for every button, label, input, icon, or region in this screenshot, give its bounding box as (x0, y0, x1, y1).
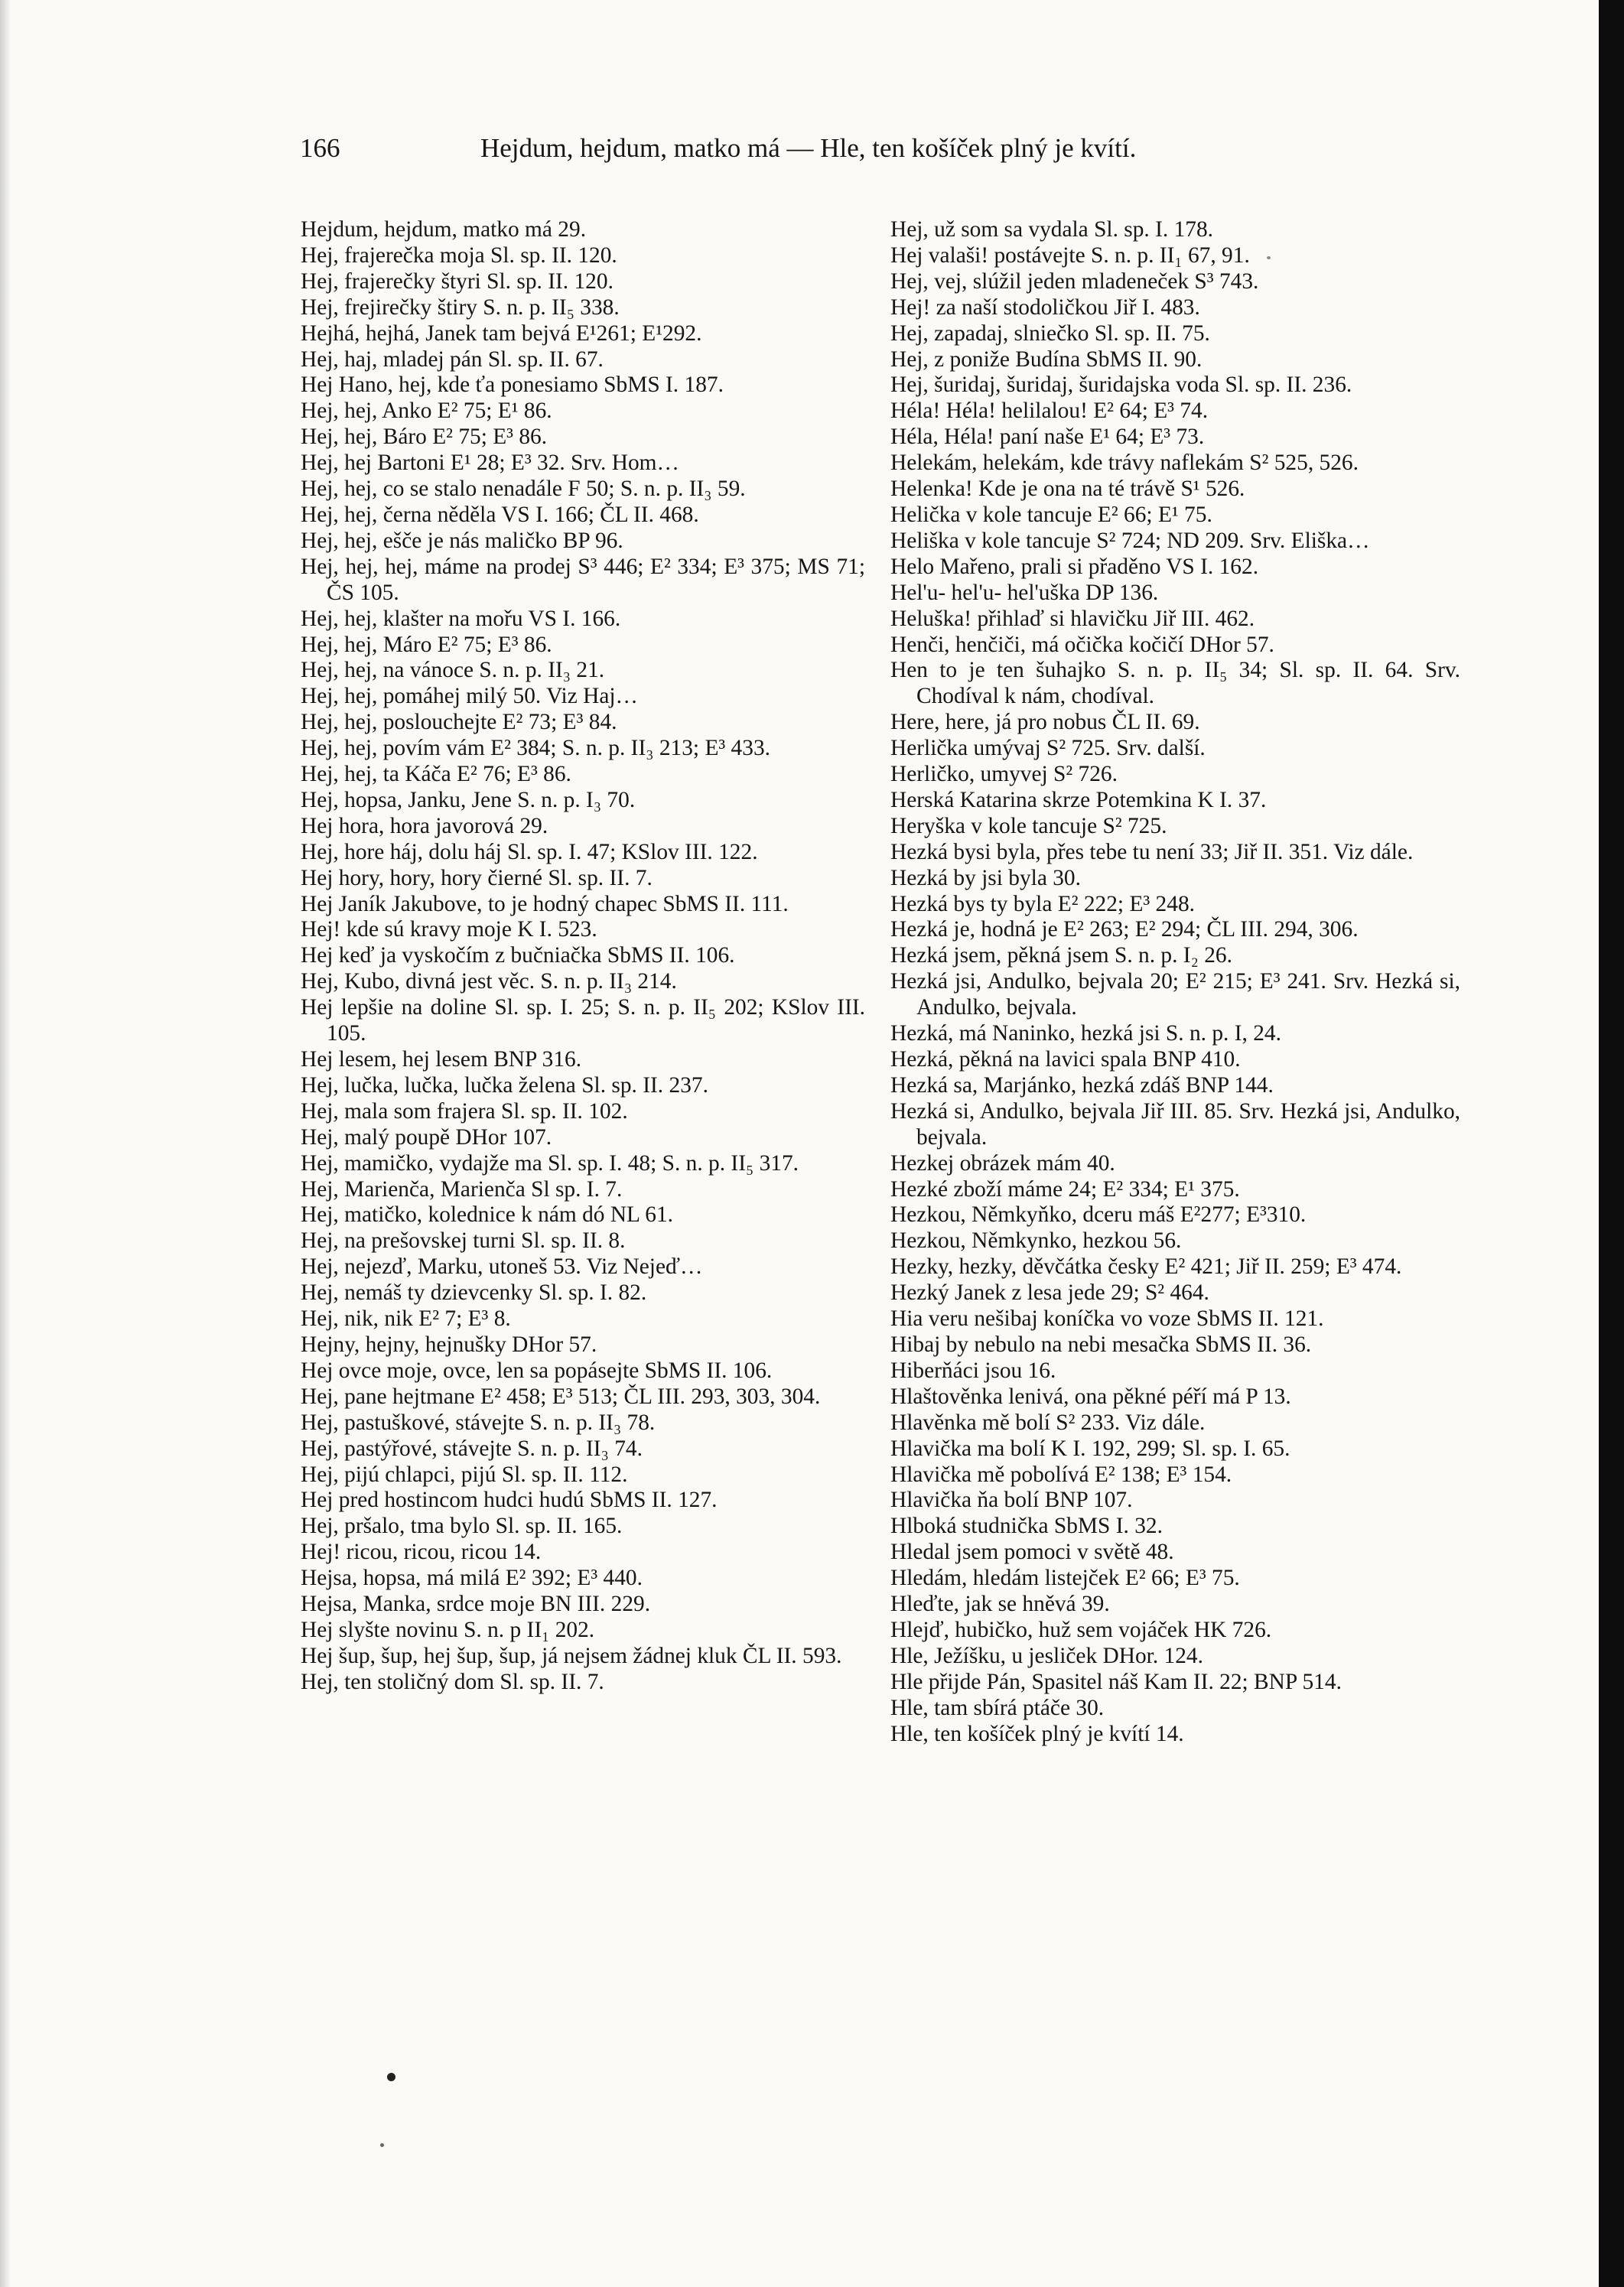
index-entry: Hej, haj, mladej pán Sl. sp. II. 67. (301, 346, 604, 372)
index-entry: Hle, tam sbírá ptáče 30. (890, 1695, 1105, 1720)
index-entry: Herská Katarina skrze Potemkina K I. 37. (890, 787, 1267, 812)
index-entry: Hledám, hledám listejček E² 66; E³ 75. (890, 1566, 1240, 1591)
index-entry: Hel'u- hel'u- hel'uška DP 136. (890, 580, 1159, 605)
index-entry: Hej, hej, pomáhej milý 50. Viz Haj… (301, 684, 638, 709)
index-entry: Hejny, hejny, hejnušky DHor 57. (301, 1332, 597, 1357)
binding-edge (0, 0, 11, 2287)
index-entry: Hej, lučka, lučka, lučka želena Sl. sp. II. 237. (301, 1072, 708, 1098)
index-entry: Hej slyšte novinu S. n. p II₁ 202. (301, 1617, 595, 1642)
ink-speck (387, 2073, 395, 2081)
index-entry: Hej, pastýřové, stávejte S. n. p. II₃ 74. (301, 1436, 643, 1461)
index-entry: Hej, nejezď, Marku, utoneš 53. Viz Nejeď… (301, 1254, 703, 1280)
index-entry: Hej, Kubo, divná jest věc. S. n. p. II₃ 214. (301, 969, 677, 994)
index-entry: Hej, pane hejtmane E² 458; E³ 513; ČL III. 293, 303, 304. (301, 1384, 821, 1409)
index-entry: Hejhá, hejhá, Janek tam bejvá E¹261; E¹292. (301, 320, 702, 346)
index-entry: Hej, hej, klašter na mořu VS I. 166. (301, 606, 621, 631)
index-entry: Hej, nemáš ty dzievcenky Sl. sp. I. 82. (301, 1280, 647, 1306)
index-entry: Hej Janík Jakubove, to je hodný chapec SbMS II. 111. (301, 891, 789, 916)
left-column (301, 217, 865, 1696)
index-entry: Hej, hej, Báro E² 75; E³ 86. (301, 425, 548, 450)
right-column (890, 217, 1460, 1747)
index-entry: Hej šup, šup, hej šup, šup, já nejsem žádnej kluk ČL II. 593. (301, 1643, 842, 1668)
index-entry: Heryška v kole tancuje S² 725. (890, 813, 1167, 838)
index-entry: Hibaj by nebulo na nebi mesačka SbMS II. 36. (890, 1332, 1312, 1357)
index-entry: Hej, hej, na vánoce S. n. p. II₃ 21. (301, 658, 605, 683)
index-entry: Hej, hej, černa něděla VS I. 166; ČL II. 468. (301, 502, 699, 527)
index-entry: Hezky, hezky, děvčátka česky E² 421; Jiř II. 259; E³ 474. (890, 1254, 1402, 1280)
index-entry: Hej, hej, ešče je nás maličko BP 96. (301, 528, 623, 553)
index-entry: Hej hora, hora javorová 29. (301, 813, 548, 838)
index-entry: Hezká, pěkná na lavici spala BNP 410. (890, 1047, 1241, 1072)
index-entry: Hezká, má Naninko, hezká jsi S. n. p. I, 24. (890, 1021, 1281, 1046)
index-entry: Hej lepšie na doline Sl. sp. I. 25; S. n. p. II₅ 202; KSlov III. 105. (301, 995, 865, 1046)
index-entry: Hej, pijú chlapci, pijú Sl. sp. II. 112. (301, 1462, 628, 1487)
index-entry: Herlička umývaj S² 725. Srv. další. (890, 736, 1206, 761)
index-entry: Hle, ten košíček plný je kvítí 14. (890, 1721, 1184, 1746)
index-entry: Henči, henčiči, má očička kočičí DHor 57. (890, 632, 1274, 657)
index-entry: Hej, matičko, kolednice k nám dó NL 61. (301, 1202, 673, 1228)
ink-speck (380, 2143, 384, 2147)
running-title: Hejdum, hejdum, matko má — Hle, ten košíček plný je kvítí. (480, 133, 1137, 163)
index-entry: Hej, ten stoličný dom Sl. sp. II. 7. (301, 1669, 604, 1694)
index-entry: Hlavička ma bolí K I. 192, 299; Sl. sp. I. 65. (890, 1436, 1290, 1461)
index-entry: Heliška v kole tancuje S² 724; ND 209. Srv. Eliška… (890, 528, 1370, 553)
index-entry: Hej, hej, poslouchejte E² 73; E³ 84. (301, 710, 617, 735)
index-entry: Hej, hej, Anko E² 75; E¹ 86. (301, 399, 552, 424)
index-entry: Hej, na prešovskej turni Sl. sp. II. 8. (301, 1228, 626, 1254)
index-entry: Hezká sa, Marjánko, hezká zdáš BNP 144. (890, 1072, 1274, 1098)
index-entry: Hezká je, hodná je E² 263; E² 294; ČL III. 294, 306. (890, 917, 1359, 942)
index-entry: Hej, frajerečka moja Sl. sp. II. 120. (301, 242, 617, 268)
index-entry: Hej, Marienča, Marienča Sl sp. I. 7. (301, 1176, 623, 1202)
index-entry: Hezká bysi byla, přes tebe tu není 33; Jiř II. 351. Viz dále. (890, 839, 1414, 864)
index-entry: Hej hory, hory, hory čierné Sl. sp. II. 7. (301, 865, 653, 890)
index-entry: Hej, zapadaj, slniečko Sl. sp. II. 75. (890, 320, 1210, 346)
running-head (300, 132, 1310, 165)
index-entry: Hej, z poniže Budína SbMS II. 90. (890, 346, 1203, 372)
index-entry: Hezkou, Němkynko, hezkou 56. (890, 1228, 1182, 1254)
index-entry: Hej, hore háj, dolu háj Sl. sp. I. 47; KSlov III. 122. (301, 839, 758, 864)
index-entry: Hej, vej, slúžil jeden mladeneček S³ 743. (890, 268, 1259, 294)
index-entry: Hezká jsem, pěkná jsem S. n. p. I₂ 26. (890, 943, 1232, 968)
index-entry: Hej keď ja vyskočím z bučniačka SbMS II. 106. (301, 943, 735, 968)
index-entry: Hlavička ňa bolí BNP 107. (890, 1488, 1133, 1513)
index-entry: Hej ovce moje, ovce, len sa popásejte SbMS II. 106. (301, 1358, 773, 1383)
index-entry: Hle přijde Pán, Spasitel náš Kam II. 22; BNP 514. (890, 1669, 1342, 1694)
index-entry: Hej Hano, hej, kde ťa ponesiamo SbMS I. 187. (301, 372, 724, 398)
index-entry: Hezký Janek z lesa jede 29; S² 464. (890, 1280, 1209, 1306)
index-entry: Hej, hej Bartoni E¹ 28; E³ 32. Srv. Hom… (301, 451, 679, 476)
index-entry: Hiberňáci jsou 16. (890, 1358, 1056, 1383)
index-entry: Héla! Héla! helilalou! E² 64; E³ 74. (890, 399, 1209, 424)
index-entry: Hezká jsi, Andulko, bejvala 20; E² 215; E³ 241. Srv. Hezká si, Andulko, bejvala. (890, 969, 1460, 1020)
index-entry: Hen to je ten šuhajko S. n. p. II₅ 34; Sl. sp. II. 64. Srv. Chodíval k nám, chodíval. (890, 658, 1460, 709)
index-entry: Hezké zboží máme 24; E² 334; E¹ 375. (890, 1176, 1240, 1202)
index-entry: Hejsa, Manka, srdce moje BN III. 229. (301, 1592, 651, 1617)
index-entry: Here, here, já pro nobus ČL II. 69. (890, 710, 1200, 735)
index-entry: Helo Mařeno, prali si přaděno VS I. 162. (890, 554, 1259, 579)
index-entry: Hej! za naší stodoličkou Jiř I. 483. (890, 294, 1200, 320)
index-entry: Hezká si, Andulko, bejvala Jiř III. 85. Srv. Hezká jsi, Andulko, bejvala. (890, 1098, 1460, 1150)
index-entry: Hle, Ježíšku, u jesliček DHor. 124. (890, 1643, 1203, 1668)
index-entry: Hej, hej, Máro E² 75; E³ 86. (301, 632, 552, 657)
index-entry: Hej! ricou, ricou, ricou 14. (301, 1540, 542, 1565)
index-entry: Hej, frajerečky štyri Sl. sp. II. 120. (301, 268, 613, 294)
index-entry: Hlaštověnka lenivá, ona pěkné péří má P 13. (890, 1384, 1291, 1409)
index-entry: Hej, hej, co se stalo nenadále F 50; S. n. p. II₃ 59. (301, 477, 746, 502)
index-entry: Hej, už som sa vydala Sl. sp. I. 178. (890, 217, 1214, 242)
index-entry: Hejdum, hejdum, matko má 29. (301, 217, 587, 242)
index-entry: Hezkej obrázek mám 40. (890, 1150, 1115, 1176)
index-entry: Hej, šuridaj, šuridaj, šuridajska voda Sl. sp. II. 236. (890, 372, 1352, 398)
index-entry: Hej, hopsa, Janku, Jene S. n. p. I₃ 70. (301, 787, 636, 812)
index-entry: Hej, mamičko, vydajže ma Sl. sp. I. 48; S. n. p. II₅ 317. (301, 1150, 799, 1176)
index-entry: Hej, hej, povím vám E² 384; S. n. p. II₃ 213; E³ 433. (301, 736, 770, 761)
index-entry: Hej valaši! postávejte S. n. p. II₁ 67, 91. (890, 242, 1250, 268)
index-entry: Hej, frejirečky štiry S. n. p. II₅ 338. (301, 294, 620, 320)
index-entry: Hlejď, hubičko, huž sem vojáček HK 726. (890, 1617, 1272, 1642)
index-entry: Hej, pastuškové, stávejte S. n. p. II₃ 78. (301, 1410, 656, 1435)
index-entry: Hezká by jsi byla 30. (890, 865, 1081, 890)
index-entry: Hezkou, Němkyňko, dceru máš E²277; E³310. (890, 1202, 1307, 1228)
index-entry: Hej, nik, nik E² 7; E³ 8. (301, 1306, 511, 1332)
index-entry: Hej lesem, hej lesem BNP 316. (301, 1047, 582, 1072)
index-entry: Helička v kole tancuje E² 66; E¹ 75. (890, 502, 1212, 527)
ink-speck (1267, 256, 1271, 259)
index-entry: Hlavička mě pobolívá E² 138; E³ 154. (890, 1462, 1232, 1487)
index-entry: Hej, hej, hej, máme na prodej S³ 446; E² 334; E³ 375; MS 71; ČS 105. (301, 554, 865, 605)
index-entry: Hej! kde sú kravy moje K I. 523. (301, 917, 597, 942)
index-entry: Hleďte, jak se hněvá 39. (890, 1592, 1110, 1617)
index-entry: Hia veru nešibaj koníčka vo voze SbMS II. 121. (890, 1306, 1324, 1332)
index-entry: Hej, mala som frajera Sl. sp. II. 102. (301, 1098, 628, 1124)
index-entry: Hejsa, hopsa, má milá E² 392; E³ 440. (301, 1566, 643, 1591)
index-entry: Heluška! přihlaď si hlavičku Jiř III. 462. (890, 606, 1255, 631)
index-entry: Herličko, umyvej S² 726. (890, 762, 1118, 787)
index-entry: Hej, pršalo, tma bylo Sl. sp. II. 165. (301, 1514, 623, 1539)
index-entry: Hej pred hostincom hudci hudú SbMS II. 127. (301, 1488, 718, 1513)
index-entry: Hledal jsem pomoci v světě 48. (890, 1540, 1174, 1565)
index-entry: Hej, malý poupě DHor 107. (301, 1124, 552, 1150)
index-entry: Héla, Héla! paní naše E¹ 64; E³ 73. (890, 425, 1205, 450)
index-entry: Helekám, helekám, kde trávy naflekám S² 525, 526. (890, 451, 1359, 476)
index-entry: Helenka! Kde je ona na té trávě S¹ 526. (890, 477, 1245, 502)
index-entry: Hlboká studnička SbMS I. 32. (890, 1514, 1163, 1539)
index-entry: Hej, hej, ta Káča E² 76; E³ 86. (301, 762, 571, 787)
index-entry: Hezká bys ty byla E² 222; E³ 248. (890, 891, 1195, 916)
page-number: 166 (300, 133, 340, 163)
index-entry: Hlavěnka mě bolí S² 233. Viz dále. (890, 1410, 1206, 1435)
